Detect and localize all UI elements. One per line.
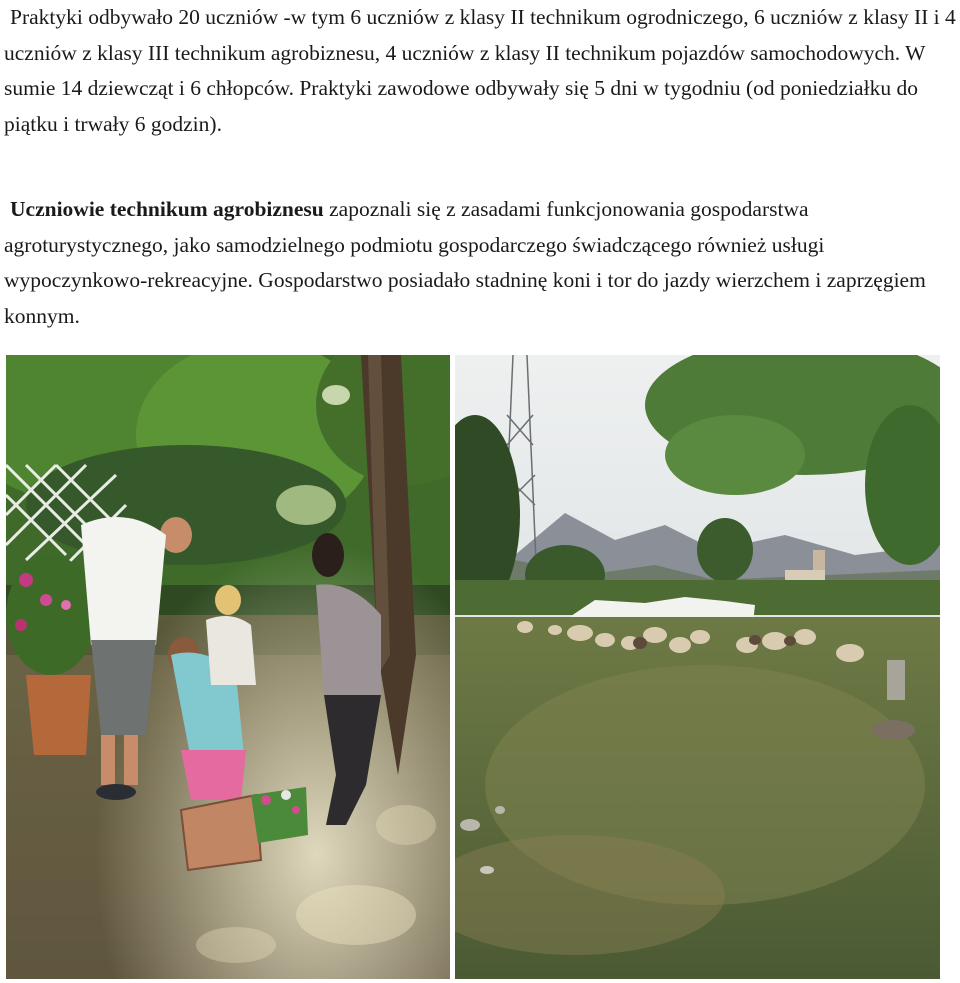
agrobusiness-paragraph-text: zapoznali się z zasadami funkcjonowania gospodarstwa agroturystycznego, jako samodzielnego podmiotu gospodarczego świadczącego również usługi wypoczynkowo-rekreacyjne. Gospodarstwo posiadało stadninę koni i tor do jazdy wierzchem i zaprzęgiem konnym. <box>4 197 926 328</box>
pasture-photo-illustration <box>455 355 940 979</box>
agrobusiness-paragraph-lead: Uczniowie technikum agrobiznesu <box>10 197 324 221</box>
garden-students-photo <box>6 355 450 979</box>
intro-paragraph-text: Praktyki odbywało 20 uczniów -w tym 6 uczniów z klasy II technikum ogrodniczego, 6 uczniów z klasy II i 4 uczniów z klasy III technikum agrobiznesu, 4 uczniów z klasy II technikum pojazdów samochodowych. W sumie 14 dziewcząt i 6 chłopców. Praktyki zawodowe odbywały się 5 dni w tygodniu (od poniedziałku do piątku i trwały 6 godzin). <box>4 5 956 136</box>
intro-paragraph <box>4 0 958 142</box>
agrobusiness-paragraph <box>4 192 958 334</box>
sheep-pasture-photo <box>455 355 940 979</box>
garden-photo-illustration <box>6 355 450 979</box>
